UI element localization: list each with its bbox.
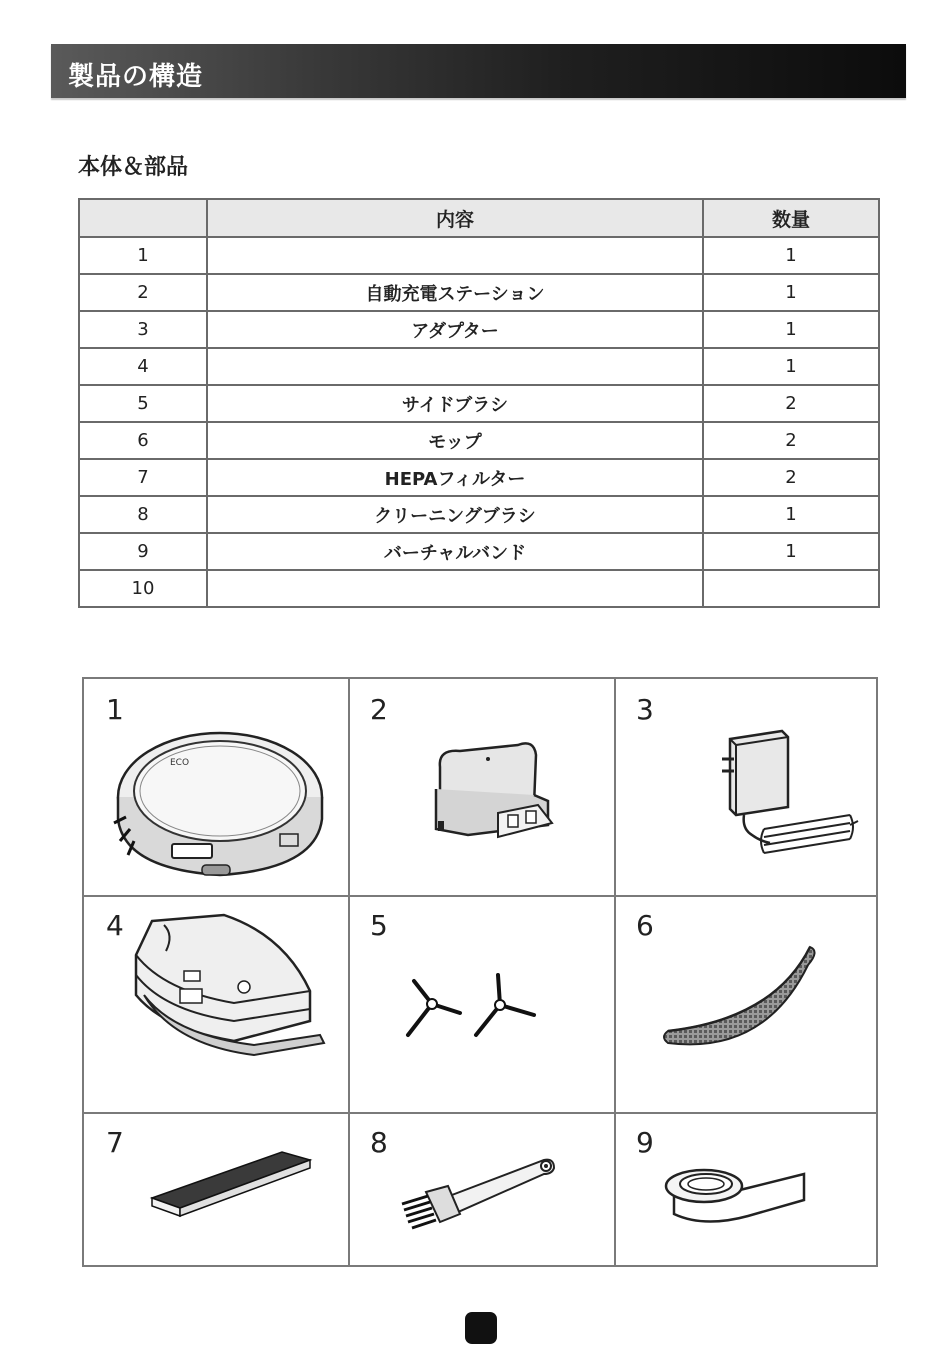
page-title: 製品の構造 xyxy=(68,62,204,92)
section-heading: 本体＆部品 xyxy=(78,155,189,180)
figure-cell xyxy=(348,895,614,1112)
table-row xyxy=(79,385,879,422)
table-row xyxy=(79,570,879,607)
row-quantity: 1 xyxy=(703,533,879,570)
table-row xyxy=(79,237,879,274)
figure-number: 5 xyxy=(370,909,388,942)
row-item: アダプター xyxy=(207,311,703,348)
row-number: 7 xyxy=(79,459,207,496)
section-banner xyxy=(51,44,906,98)
figure-cell xyxy=(348,1112,614,1267)
row-item xyxy=(207,348,703,385)
row-number: 1 xyxy=(79,237,207,274)
figure-number: 8 xyxy=(370,1126,388,1159)
row-quantity xyxy=(703,570,879,607)
row-quantity: 2 xyxy=(703,385,879,422)
row-number: 5 xyxy=(79,385,207,422)
row-number: 10 xyxy=(79,570,207,607)
figure-cell xyxy=(614,895,878,1112)
side-brush-icon xyxy=(348,895,614,1112)
mop-pad-icon xyxy=(614,895,878,1112)
power-adapter-icon xyxy=(614,679,878,895)
row-quantity: 1 xyxy=(703,496,879,533)
header-quantity: 数量 xyxy=(703,199,879,237)
figure-number: 1 xyxy=(106,693,124,726)
table-row xyxy=(79,348,879,385)
figure-cell xyxy=(348,679,614,895)
hepa-filter-icon xyxy=(84,1112,348,1267)
figure-number: 3 xyxy=(636,693,654,726)
row-number: 6 xyxy=(79,422,207,459)
row-quantity: 1 xyxy=(703,311,879,348)
magnetic-tape-icon xyxy=(614,1112,878,1267)
row-quantity: 1 xyxy=(703,348,879,385)
row-number: 9 xyxy=(79,533,207,570)
row-number: 8 xyxy=(79,496,207,533)
figure-number: 6 xyxy=(636,909,654,942)
row-item: クリーニングブラシ xyxy=(207,496,703,533)
cleaning-brush-icon xyxy=(348,1112,614,1267)
table-row xyxy=(79,533,879,570)
row-item: 自動充電ステーション xyxy=(207,274,703,311)
parts-illustration-grid xyxy=(82,677,878,1267)
header-number xyxy=(79,199,207,237)
charging-station-icon xyxy=(348,679,614,895)
row-quantity: 1 xyxy=(703,237,879,274)
row-number: 2 xyxy=(79,274,207,311)
row-quantity: 2 xyxy=(703,459,879,496)
figure-cell xyxy=(614,1112,878,1267)
row-item xyxy=(207,570,703,607)
parts-table xyxy=(78,198,880,608)
water-tank-icon xyxy=(84,895,348,1112)
row-number: 4 xyxy=(79,348,207,385)
figure-number: 7 xyxy=(106,1126,124,1159)
figure-number: 4 xyxy=(106,909,124,942)
row-quantity: 2 xyxy=(703,422,879,459)
row-item: サイドブラシ xyxy=(207,385,703,422)
row-quantity: 1 xyxy=(703,274,879,311)
table-row xyxy=(79,422,879,459)
robot-vacuum-icon xyxy=(84,679,348,895)
row-item: HEPAフィルター xyxy=(207,459,703,496)
figure-cell xyxy=(614,679,878,895)
figure-cell xyxy=(84,895,348,1112)
row-item xyxy=(207,237,703,274)
row-item: バーチャルバンド xyxy=(207,533,703,570)
figure-number: 9 xyxy=(636,1126,654,1159)
figure-number: 2 xyxy=(370,693,388,726)
figure-cell xyxy=(84,1112,348,1267)
svg-text:ECO: ECO xyxy=(170,758,190,768)
table-row xyxy=(79,459,879,496)
table-row xyxy=(79,311,879,348)
table-header-row xyxy=(79,199,879,237)
figure-cell xyxy=(84,679,348,895)
row-item: モップ xyxy=(207,422,703,459)
table-row xyxy=(79,274,879,311)
header-contents: 内容 xyxy=(207,199,703,237)
table-row xyxy=(79,496,879,533)
row-number: 3 xyxy=(79,311,207,348)
page-number-badge xyxy=(465,1312,497,1344)
